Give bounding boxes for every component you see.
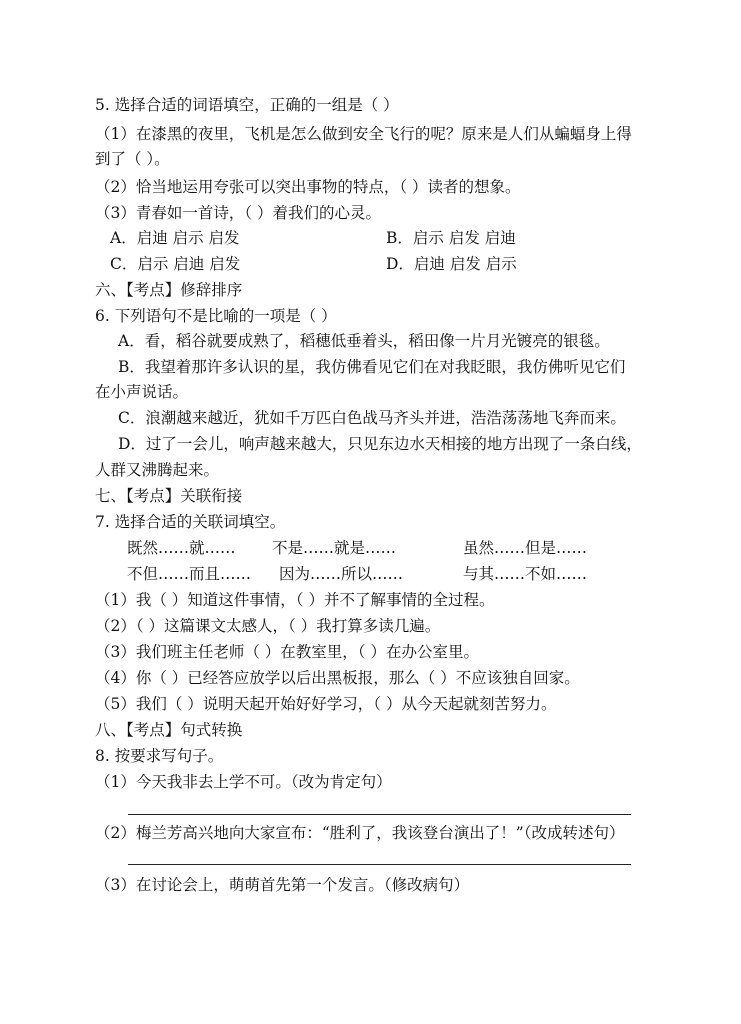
q5-option-c: C．启示 启迪 启发 <box>110 255 241 273</box>
q7-word-pair: 因为……所以…… <box>279 565 404 583</box>
q8-sentence-2: （2）梅兰芳高兴地向大家宣布：“胜利了，我该登台演出了！”（改成转述句） <box>95 824 625 842</box>
q7-sentence-4: （4）你（ ）已经答应放学以后出黑板报，那么（ ）不应该独自回家。 <box>95 669 580 687</box>
q5-option-b: B．启示 启发 启迪 <box>386 229 516 247</box>
q6-option-d-line1: D．过了一会儿，响声越来越大，只见东边水天相接的地方出现了一条白线， <box>118 435 642 453</box>
section-8-heading: 八、【考点】句式转换 <box>95 721 243 739</box>
section-7-heading: 七、【考点】关联衔接 <box>95 487 243 505</box>
q7-sentence-1: （1）我（ ）知道这件事情，（ ）并不了解事情的全过程。 <box>95 591 495 609</box>
q7-word-pair: 既然……就…… <box>127 539 236 557</box>
q6-option-b-line2: 在小声说话。 <box>95 383 189 401</box>
q6-option-d-line2: 人群又沸腾起来。 <box>95 461 220 479</box>
q7-sentence-3: （3）我们班主任老师（ ）在教室里，（ ）在办公室里。 <box>95 643 479 661</box>
answer-line[interactable] <box>128 814 631 815</box>
q7-word-pair: 不是……就是…… <box>272 539 397 557</box>
q5-option-a: A．启迪 启示 启发 <box>110 229 240 247</box>
q6-option-b-line1: B．我望着那许多认识的星，我仿佛看见它们在对我眨眼，我仿佛听见它们 <box>118 358 626 376</box>
q5-option-d: D．启迪 启发 启示 <box>386 255 517 273</box>
q7-word-pair: 不但……而且…… <box>127 565 252 583</box>
section-6-heading: 六、【考点】修辞排序 <box>95 281 243 299</box>
q5-sentence-1a: （1）在漆黑的夜里，飞机是怎么做到安全飞行的呢？原来是人们从蝙蝠身上得 <box>95 125 632 143</box>
q6-option-a: A．看，稻谷就要成熟了，稻穗低垂着头，稻田像一片月光镀亮的银毯。 <box>118 332 610 350</box>
q7-stem: 7. 选择合适的关联词填空。 <box>95 513 286 531</box>
q7-word-pair: 与其……不如…… <box>463 565 588 583</box>
q8-sentence-1: （1）今天我非去上学不可。（改为肯定句） <box>95 773 392 791</box>
q7-sentence-5: （5）我们（ ）说明天起开始好好学习，（ ）从今天起就刻苦努力。 <box>95 695 557 713</box>
q5-sentence-1b: 到了（ ）。 <box>95 150 170 168</box>
q5-sentence-3: （3）青春如一首诗，（ ）着我们的心灵。 <box>95 204 382 222</box>
q7-word-pair: 虽然……但是…… <box>463 539 588 557</box>
q5-sentence-2: （2）恰当地运用夸张可以突出事物的特点，（ ）读者的想象。 <box>95 178 521 196</box>
q7-sentence-2: （2）（ ）这篇课文太感人，（ ）我打算多读几遍。 <box>95 617 441 635</box>
q5-stem: 5. 选择合适的词语填空，正确的一组是（ ） <box>95 96 399 114</box>
answer-line[interactable] <box>128 864 631 865</box>
q8-stem: 8. 按要求写句子。 <box>95 747 224 765</box>
q8-sentence-3: （3）在讨论会上，萌萌首先第一个发言。（修改病句） <box>95 876 470 894</box>
q6-stem: 6. 下列语句不是比喻的一项是（ ） <box>95 307 337 325</box>
q6-option-c: C．浪潮越来越近，犹如千万匹白色战马齐头并进，浩浩荡荡地飞奔而来。 <box>118 409 626 427</box>
